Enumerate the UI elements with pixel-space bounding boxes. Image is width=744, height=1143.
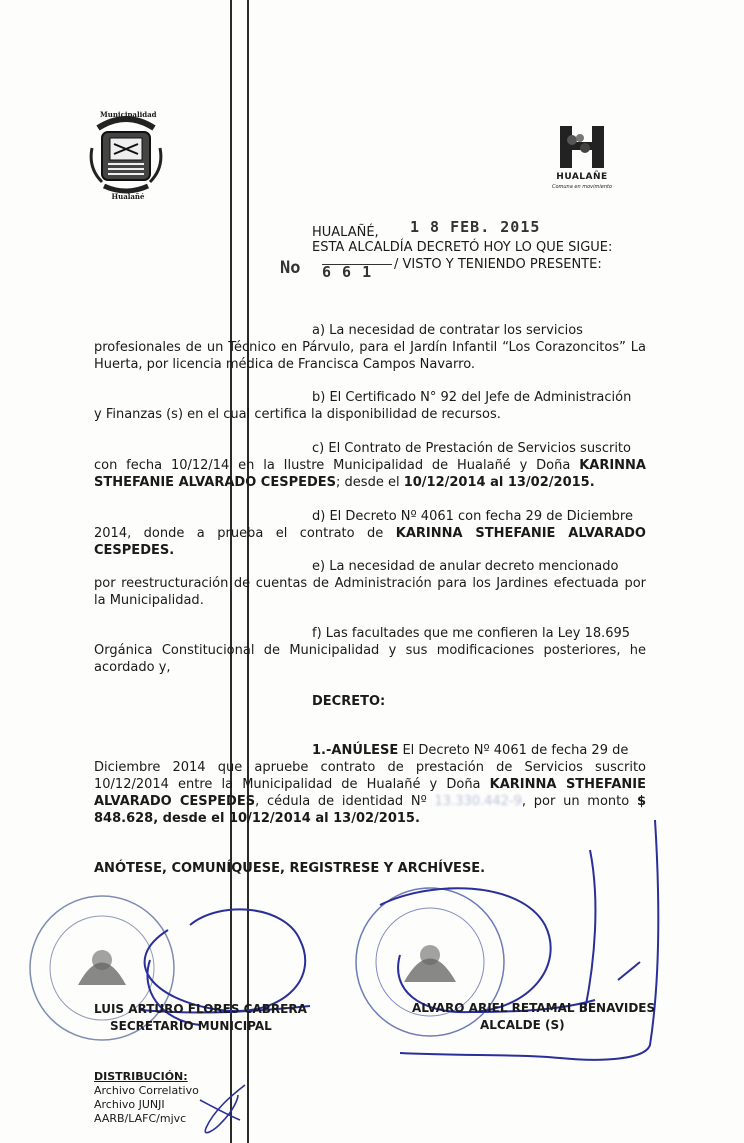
distribution-title: DISTRIBUCIÓN: (94, 1070, 188, 1083)
distribution-item: AARB/LAFC/mjvc (94, 1112, 187, 1125)
distribution-initials (200, 1085, 245, 1133)
consideration-b: b) El Certificado N° 92 del Jefe de Administración y Finanzas (s) en el cual certifica la disponibilidad de recursos. (94, 390, 632, 422)
distribution-item: Archivo JUNJI (94, 1098, 165, 1111)
header-line-visto: / VISTO Y TENIENDO PRESENTE: (394, 257, 602, 272)
header-line-decreto: ESTA ALCALDÍA DECRETÓ HOY LO QUE SIGUE: (312, 240, 613, 255)
consideration-c: c) El Contrato de Prestación de Servicios suscrito con fecha 10/12/14 en la Ilustre Municipalidad de Hualañé y Doña KARINNA STHEFANIE ALVARADO CESPEDES; desde el 10/12/2014 al 13/02/2015. (94, 441, 646, 490)
alcalde-name: ALVARO ARIEL RETAMAL BENAVIDES (412, 1001, 656, 1015)
header-date-stamp: 1 8 FEB. 2015 (410, 218, 541, 236)
brand-name: HUALAÑE (556, 172, 608, 182)
secretario-name: LUIS ARTURO FLORES CABRERA (94, 1002, 307, 1016)
decreto-item-1: 1.-ANÚLESE El Decreto Nº 4061 de fecha 29 de Diciembre 2014 que apruebe contrato de prestación de Servicios suscrito 10/12/2014 entre la Municipalidad de Hualañé y Doña KARINNA STHEFANIE ALVARADO CESPEDES, cédula de identidad Nº 13.330.442-9, por un monto $ 848.628, desde el 10/12/2014 al 13/02/2015. (94, 743, 647, 826)
decreto-heading: DECRETO: (312, 694, 386, 709)
redacted-id: 13.330.442-9 (434, 794, 522, 809)
brand-slogan: Comuna en movimiento (551, 184, 613, 190)
number-label: No (280, 258, 301, 278)
distribution-list (94, 1084, 199, 1126)
header-city: HUALAÑÉ, (312, 225, 379, 240)
closing-line: ANÓTESE, COMUNÍQUESE, REGISTRESE Y ARCHÍVESE. (94, 861, 486, 876)
decree-number: 6 6 1 (322, 264, 392, 279)
consideration-f: f) Las facultades que me confieren la Ley 18.695 Orgánica Constitucional de Municipalidad y sus modificaciones posteriores, he acordado y, (94, 626, 646, 675)
secretario-title: SECRETARIO MUNICIPAL (110, 1019, 272, 1033)
consideration-a: a) La necesidad de contratar los servicios profesionales de un Técnico en Párvulo, para el Jardín Infantil “Los Corazoncitos” La Huerta, por licencia médica de Francisca Campos Navarro. (94, 323, 646, 372)
consideration-e: e) La necesidad de anular decreto mencionado por reestructuración de cuentas de Administración para los Jardines efectuada por la Municipalidad. (94, 559, 646, 608)
crest-text-bottom: Hualañé (111, 192, 145, 201)
crest-text-top: Municipalidad (100, 110, 157, 119)
distribution-item: Archivo Correlativo (94, 1084, 199, 1097)
alcalde-title: ALCALDE (S) (480, 1018, 565, 1032)
consideration-d: d) El Decreto Nº 4061 con fecha 29 de Diciembre 2014, donde a prueba el contrato de KARINNA STHEFANIE ALVARADO CESPEDES. (94, 509, 646, 558)
